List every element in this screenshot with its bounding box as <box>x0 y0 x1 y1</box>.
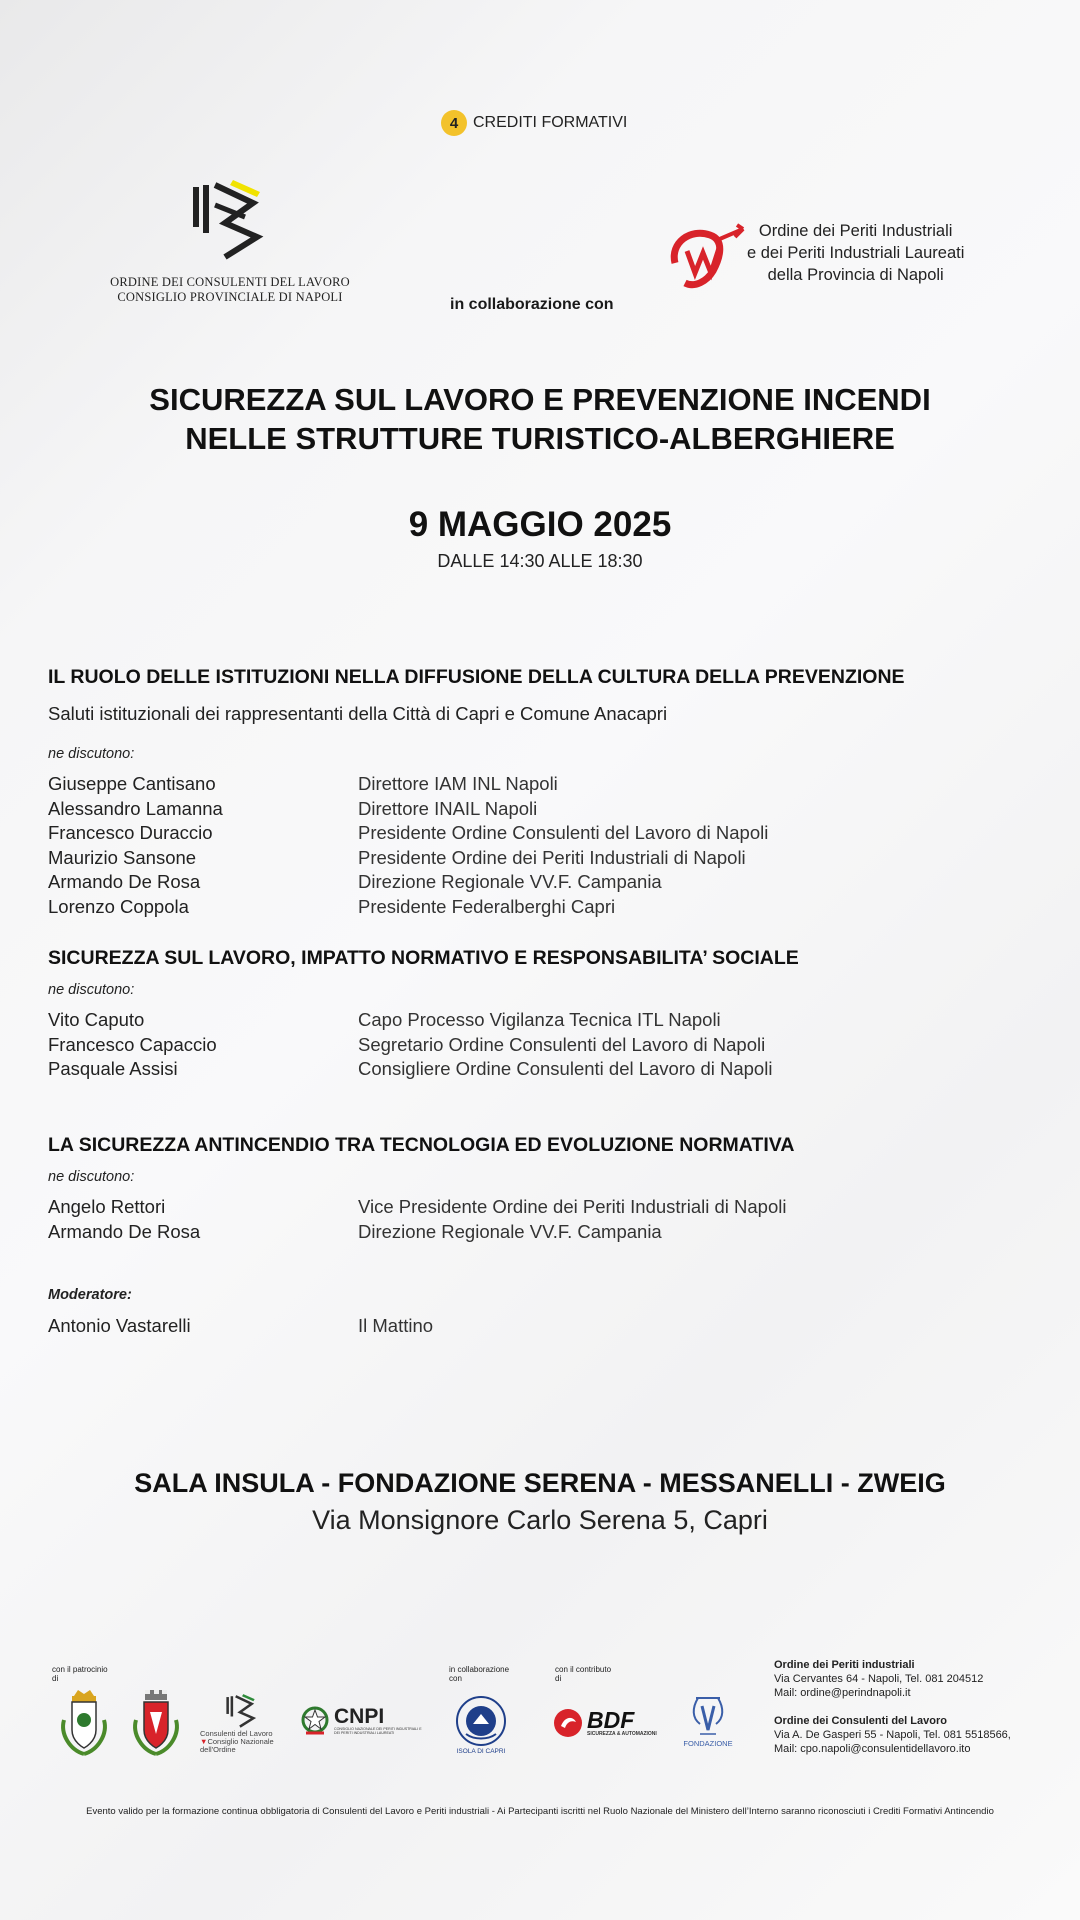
periti-org-text <box>747 220 964 286</box>
speaker-row <box>48 1195 1048 1220</box>
speaker-row <box>48 870 1048 895</box>
bdf-text <box>587 1706 657 1737</box>
speaker-role: Direttore INAIL Napoli <box>358 797 538 819</box>
event-title-line1: SICUREZZA SUL LAVORO E PREVENZIONE INCENDI <box>149 382 931 417</box>
cnpi-logo <box>300 1705 424 1737</box>
anacapri-crest-icon <box>128 1690 184 1758</box>
venue-name: SALA INSULA - FONDAZIONE SERENA - MESSANELLI - ZWEIG <box>134 1468 946 1498</box>
collab-sponsor-label <box>449 1665 509 1683</box>
speaker-name: Francesco Capaccio <box>48 1033 217 1055</box>
patrocinio-label-line1: con il patrocinio <box>52 1665 108 1674</box>
federalberghi-icon <box>454 1694 508 1748</box>
bdf-logo <box>553 1708 657 1738</box>
speaker-name: Pasquale Assisi <box>48 1058 178 1079</box>
periti-org-line1: Ordine dei Periti Industriali <box>758 222 953 240</box>
footer-note: Evento valido per la formazione continua obbligatoria di Consulenti del Lavoro e Periti industriali - Ai Partecipanti iscritti nel Ruolo Nazionale del Ministero dell’Interno saranno riconosciuti i Crediti Formativi Antincendio <box>86 1806 994 1817</box>
cdl-national-line2: Consiglio Nazionale <box>207 1737 274 1746</box>
section-1-subtitle: Saluti istituzionali dei rappresentanti della Città di Capri e Comune Anacapri <box>48 703 668 724</box>
speaker-name: Angelo Rettori <box>48 1196 166 1217</box>
moderator-row <box>48 1314 1048 1339</box>
cnpi-sub: CONSIGLIO NAZIONALE DEI PERITI INDUSTRIALI E DEI PERITI INDUSTRIALI LAUREATI <box>334 1726 422 1735</box>
moderator-label: Moderatore: <box>48 1287 132 1303</box>
section-3-discuss-label: ne discutono: <box>48 1169 135 1185</box>
section-2-discuss-label: ne discutono: <box>48 982 135 998</box>
capri-crest-icon <box>56 1690 112 1758</box>
bdf-logo-icon <box>553 1708 583 1738</box>
periti-org-line2: e dei Periti Industriali Laureati <box>747 244 965 262</box>
periti-logo <box>695 220 964 293</box>
venue-address: Via Monsignore Carlo Serena 5, Capri <box>312 1505 768 1535</box>
cnpi-text <box>334 1704 424 1736</box>
event-title-line2: NELLE STRUTTURE TURISTICO-ALBERGHIERE <box>185 421 895 456</box>
speaker-row <box>48 797 1048 822</box>
cdl-contact-mail: Mail: cpo.napoli@consulentidellavoro.ito <box>774 1743 971 1755</box>
speaker-row <box>48 1033 1048 1058</box>
speaker-name: Vito Caputo <box>48 1009 145 1030</box>
fondazione-caption: FONDAZIONE <box>683 1739 733 1748</box>
speaker-name: Francesco Duraccio <box>48 822 213 843</box>
event-date: 9 MAGGIO 2025 <box>408 505 672 544</box>
contacts-block <box>774 1658 1011 1756</box>
speaker-role: Direzione Regionale VV.F. Campania <box>358 871 662 892</box>
section-1-discuss-label: ne discutono: <box>48 746 135 762</box>
capri-crest <box>56 1690 112 1763</box>
periti-contact-mail: Mail: ordine@perindnapoli.it <box>774 1687 911 1699</box>
patrocinio-label <box>52 1665 108 1683</box>
speaker-role: Presidente Federalberghi Capri <box>358 895 616 917</box>
speaker-role: Segretario Ordine Consulenti del Lavoro di Napoli <box>358 1033 766 1055</box>
fondazione-logo-icon <box>688 1694 728 1740</box>
cdl-org-line2: CONSIGLIO PROVINCIALE DI NAPOLI <box>117 290 343 304</box>
federalberghi-logo <box>446 1694 516 1756</box>
speaker-role: Consigliere Ordine Consulenti del Lavoro di Napoli <box>358 1058 773 1079</box>
cdl-national-mark: ▼ <box>200 1737 208 1746</box>
speaker-row <box>48 772 1048 797</box>
cdl-national-line1: Consulenti del Lavoro <box>200 1729 273 1738</box>
speaker-name: Maurizio Sansone <box>48 846 197 868</box>
fondazione-logo <box>672 1694 744 1748</box>
bdf-name: BDF <box>587 1706 635 1733</box>
speaker-role: Vice Presidente Ordine dei Periti Industriali di Napoli <box>358 1196 787 1217</box>
cdl-logo-icon <box>185 175 275 265</box>
credits-label: CREDITI FORMATIVI <box>473 114 628 131</box>
cdl-logo-icon <box>222 1692 262 1730</box>
cdl-org-line1: ORDINE DEI CONSULENTI DEL LAVORO <box>110 275 350 289</box>
periti-logo-icon <box>665 223 755 293</box>
speaker-row <box>48 846 1048 871</box>
collab-sponsor-line2: con <box>449 1674 462 1683</box>
speaker-row <box>48 821 1048 846</box>
speaker-row <box>48 1220 1048 1245</box>
anacapri-crest <box>128 1690 184 1763</box>
periti-contact-title: Ordine dei Periti industriali <box>774 1659 915 1671</box>
section-2-title: SICUREZZA SUL LAVORO, IMPATTO NORMATIVO E RESPONSABILITA’ SOCIALE <box>48 947 799 969</box>
speaker-role: Direzione Regionale VV.F. Campania <box>358 1220 662 1242</box>
collab-label: in collaborazione con <box>450 296 614 313</box>
bdf-sub: SICUREZZA & AUTOMAZIONI <box>587 1730 657 1737</box>
cnpi-name: CNPI <box>334 1704 385 1728</box>
cdl-contact-address: Via A. De Gasperi 55 - Napoli, Tel. 081 5518566, <box>774 1729 1011 1741</box>
periti-org-line3: della Provincia di Napoli <box>767 266 944 284</box>
cdl-contact-title: Ordine dei Consulenti del Lavoro <box>774 1715 947 1727</box>
speaker-name: Lorenzo Coppola <box>48 895 189 917</box>
patrocinio-label-line2: di <box>52 1674 59 1683</box>
event-title <box>0 380 1080 458</box>
speaker-name: Giuseppe Cantisano <box>48 773 216 794</box>
contributo-line2: di <box>555 1674 562 1683</box>
speaker-row <box>48 1057 1048 1082</box>
cdl-logo <box>100 175 360 305</box>
cdl-national-text <box>200 1730 284 1754</box>
credits-number: 4 <box>441 110 467 136</box>
cdl-national-line3: dell'Ordine <box>200 1745 236 1754</box>
contributo-line1: con il contributo <box>555 1665 612 1674</box>
speaker-name: Armando De Rosa <box>48 1220 201 1242</box>
cdl-national-logo <box>200 1692 284 1754</box>
speaker-role: Presidente Ordine Consulenti del Lavoro di Napoli <box>358 822 769 843</box>
collab-sponsor-line1: in collaborazione <box>449 1665 510 1674</box>
section-1-title: IL RUOLO DELLE ISTITUZIONI NELLA DIFFUSIONE DELLA CULTURA DELLA PREVENZIONE <box>48 666 905 688</box>
speaker-name: Armando De Rosa <box>48 871 201 892</box>
event-time: DALLE 14:30 ALLE 18:30 <box>437 551 643 571</box>
moderator-name: Antonio Vastarelli <box>48 1315 191 1336</box>
speaker-role: Direttore IAM INL Napoli <box>358 773 558 794</box>
speaker-row <box>48 895 1048 920</box>
periti-contact-address: Via Cervantes 64 - Napoli, Tel. 081 204512 <box>774 1673 984 1685</box>
credits-badge <box>441 110 627 136</box>
contributo-label <box>555 1665 611 1683</box>
speaker-role: Presidente Ordine dei Periti Industriali di Napoli <box>358 846 746 868</box>
speaker-role: Capo Processo Vigilanza Tecnica ITL Napoli <box>358 1009 721 1030</box>
speaker-row <box>48 1008 1048 1033</box>
federalberghi-caption: ISOLA DI CAPRI <box>456 1748 506 1755</box>
section-3-title: LA SICUREZZA ANTINCENDIO TRA TECNOLOGIA ED EVOLUZIONE NORMATIVA <box>48 1134 795 1156</box>
moderator-role: Il Mattino <box>358 1315 434 1336</box>
speaker-name: Alessandro Lamanna <box>48 797 223 819</box>
italy-emblem-icon <box>300 1705 330 1737</box>
